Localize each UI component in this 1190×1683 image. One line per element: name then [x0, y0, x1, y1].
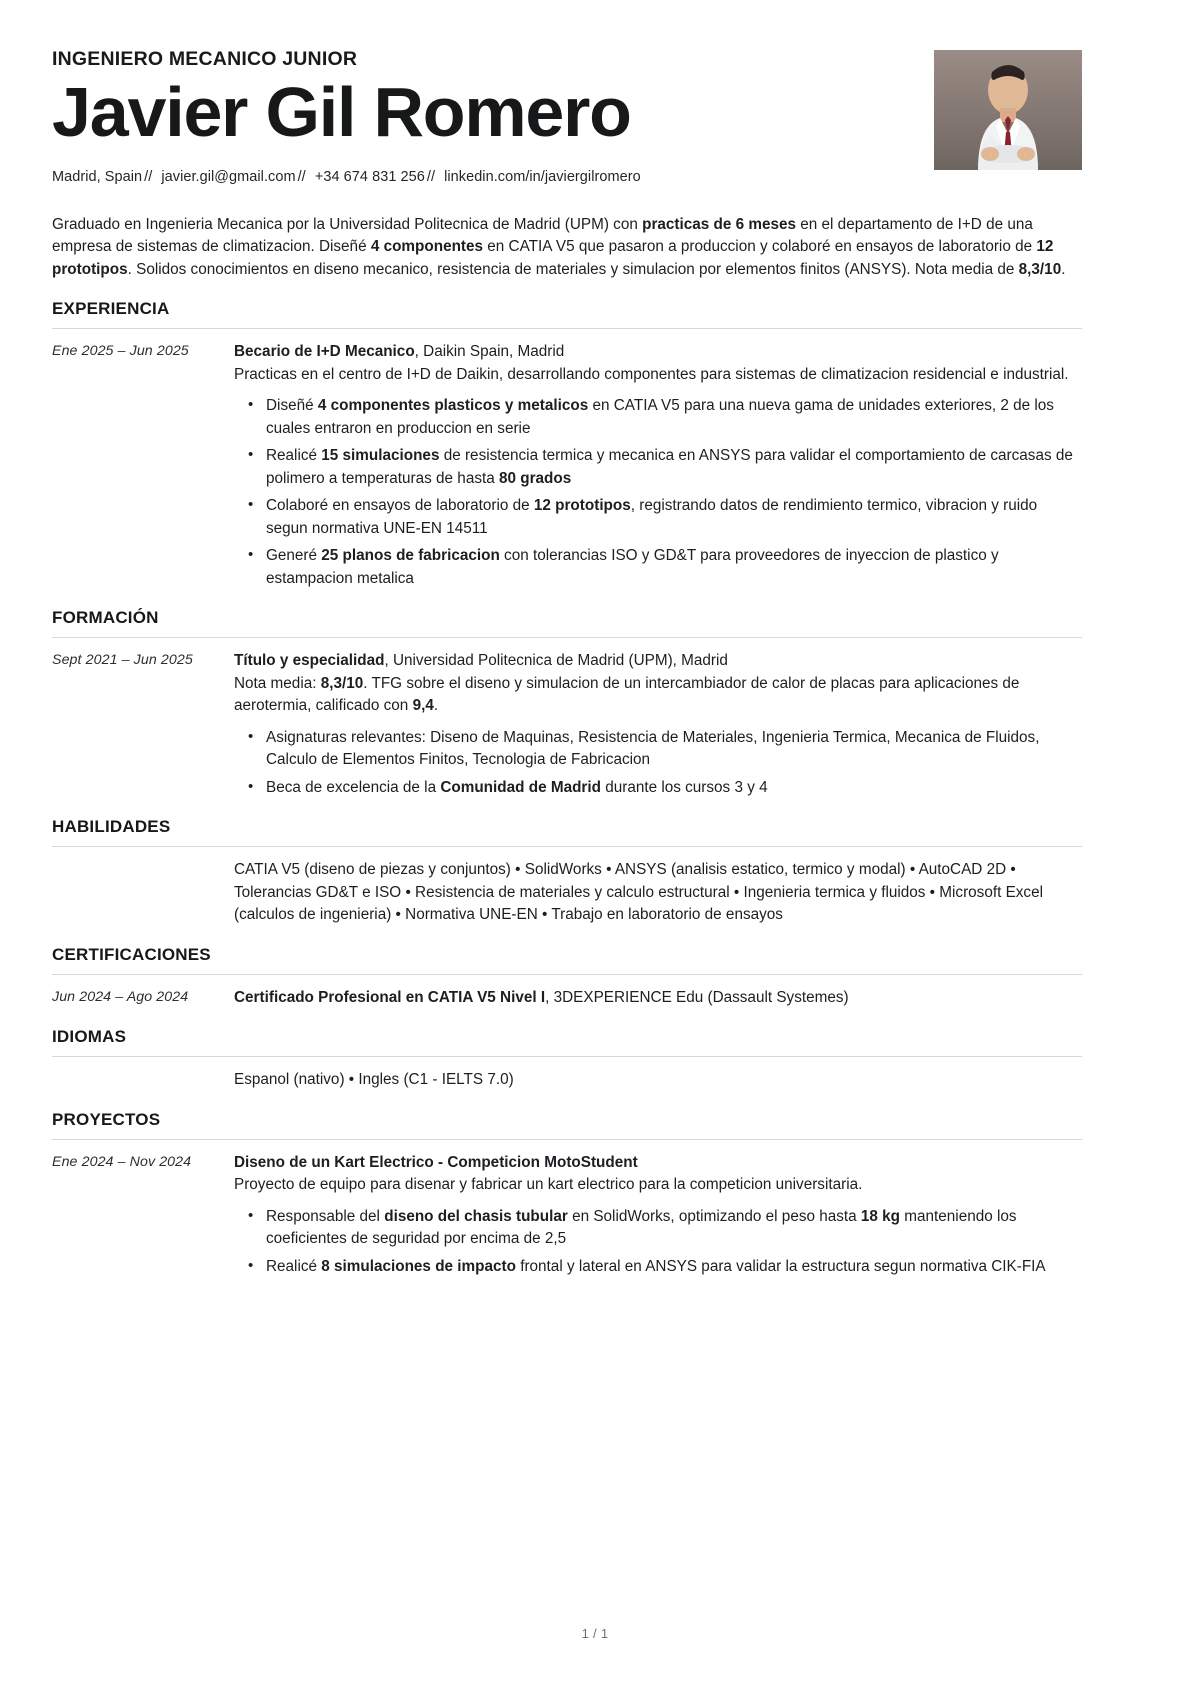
education-entry — [52, 650, 1082, 799]
portrait-photo — [934, 50, 1082, 170]
entry-body — [234, 341, 1082, 590]
contact-separator: // — [426, 168, 436, 185]
contact-separator: // — [144, 168, 153, 185]
experience-entry — [52, 341, 1082, 590]
languages-text: Espanol (nativo) • Ingles (C1 - IELTS 7.0) — [234, 1071, 514, 1089]
project-entry — [52, 1152, 1082, 1278]
entry-heading: Becario de I+D Mecanico, Daikin Spain, Madrid — [234, 343, 565, 361]
section-languages — [52, 1027, 1082, 1091]
bullet-item: • Realicé 8 simulaciones de impacto frontal y lateral en ANSYS para validar la estructura segun normativa CIK-FIA — [264, 1256, 1082, 1278]
section-divider — [52, 846, 1082, 847]
section-divider — [52, 1139, 1082, 1140]
resume-header — [52, 48, 1082, 198]
page-indicator: 1 / 1 — [581, 1626, 609, 1641]
entry-heading: Certificado Profesional en CATIA V5 Nivel I, 3DEXPERIENCE Edu (Dassault Systemes) — [234, 988, 849, 1006]
entry-description: Proyecto de equipo para disenar y fabricar un kart electrico para la competicion universitaria. — [234, 1176, 863, 1194]
section-title-certifications: CERTIFICACIONES — [52, 944, 211, 964]
section-certifications — [52, 945, 1082, 1009]
section-divider — [52, 637, 1082, 638]
section-title-languages: IDIOMAS — [52, 1027, 127, 1047]
bullet-item: • Colaboré en ensayos de laboratorio de 12 prototipos, registrando datos de rendimiento termico, vibracion y ruido segun normativa UNE-EN 14511 — [264, 495, 1082, 540]
job-title: INGENIERO MECANICO JUNIOR — [52, 48, 358, 70]
section-skills — [52, 817, 1082, 926]
entry-body — [234, 650, 1082, 799]
section-projects — [52, 1110, 1082, 1278]
contact-linkedin[interactable]: linkedin.com/in/javiergilromero — [444, 168, 641, 185]
entry-heading: Diseno de un Kart Electrico - Competicion MotoStudent — [234, 1153, 638, 1171]
entry-date: Ene 2024 – Nov 2024 — [52, 1153, 192, 1170]
contact-location: Madrid, Spain — [52, 168, 143, 185]
contact-phone[interactable]: +34 674 831 256 — [314, 168, 425, 185]
bullet-item: • Realicé 15 simulaciones de resistencia termica y mecanica en ANSYS para validar el comportamiento de carcasas de polimero a temperaturas de hasta 80 grados — [264, 445, 1082, 490]
entry-description: Practicas en el centro de I+D de Daikin, desarrollando componentes para sistemas de climatizacion residencial e industrial. — [234, 365, 1069, 383]
entry-date: Jun 2024 – Ago 2024 — [52, 988, 189, 1005]
section-title-skills: HABILIDADES — [52, 817, 171, 837]
bullet-item: • Beca de excelencia de la Comunidad de Madrid durante los cursos 3 y 4 — [264, 777, 1082, 799]
section-divider — [52, 1056, 1082, 1057]
entry-bullets — [234, 727, 1082, 799]
section-education — [52, 608, 1082, 799]
entry-bullets — [234, 1206, 1082, 1278]
section-title-projects: PROYECTOS — [52, 1109, 161, 1129]
section-title-experience: EXPERIENCIA — [52, 299, 170, 319]
bullet-item: • Responsable del diseno del chasis tubular en SolidWorks, optimizando el peso hasta 18 kg manteniendo los coeficientes de seguridad por encima de 2,5 — [264, 1206, 1082, 1251]
section-experience — [52, 299, 1082, 590]
section-divider — [52, 974, 1082, 975]
bullet-item: • Diseñé 4 componentes plasticos y metalicos en CATIA V5 para una nueva gama de unidades exteriores, 2 de los cuales entraron en produccion en serie — [264, 395, 1082, 440]
section-divider — [52, 328, 1082, 329]
entry-date: Ene 2025 – Jun 2025 — [52, 343, 189, 360]
contact-line — [52, 167, 1082, 187]
skills-text: CATIA V5 (diseno de piezas y conjuntos) • SolidWorks • ANSYS (analisis estatico, termico y modal) • AutoCAD 2D • Tolerancias GD&T e ISO • Resistencia de materiales y calculo estructural • Ingenieria termica y fluidos • Microsoft Excel (calculos de ingenieria) • Normativa UNE-EN • Trabajo en laboratorio de ensayos — [234, 861, 1043, 924]
entry-body — [234, 1152, 1082, 1278]
certification-entry — [52, 987, 1082, 1009]
entry-bullets — [234, 395, 1082, 590]
summary-paragraph: Graduado en Ingenieria Mecanica por la Universidad Politecnica de Madrid (UPM) con practicas de 6 meses en el departamento de I+D de una empresa de sistemas de climatizacion. Diseñé 4 componentes en CATIA V5 que pasaron a produccion y colaboré en ensayos de laboratorio de 12 prototipos. Solidos conocimientos en diseno mecanico, resistencia de materiales y simulacion por elementos finitos (ANSYS). Nota media de 8,3/10. — [52, 216, 1066, 278]
entry-date: Sept 2021 – Jun 2025 — [52, 652, 193, 669]
contact-email[interactable]: javier.gil@gmail.com — [161, 168, 296, 185]
entry-body — [234, 987, 1082, 1009]
contact-separator: // — [297, 168, 306, 185]
entry-heading: Título y especialidad, Universidad Politecnica de Madrid (UPM), Madrid — [234, 652, 728, 670]
section-title-education: FORMACIÓN — [52, 608, 159, 628]
entry-description: Nota media: 8,3/10. TFG sobre el diseno y simulacion de un intercambiador de calor de placas para aplicaciones de aerotermia, calificado con 9,4. — [234, 674, 1020, 715]
bullet-item: • Asignaturas relevantes: Diseno de Maquinas, Resistencia de Materiales, Ingenieria Termica, Mecanica de Fluidos, Calculo de Elementos Finitos, Tecnologia de Fabricacion — [264, 727, 1082, 772]
candidate-name: Javier Gil Romero — [52, 73, 631, 152]
bullet-item: • Generé 25 planos de fabricacion con tolerancias ISO y GD&T para proveedores de inyeccion de plastico y estampacion metalica — [264, 545, 1082, 590]
